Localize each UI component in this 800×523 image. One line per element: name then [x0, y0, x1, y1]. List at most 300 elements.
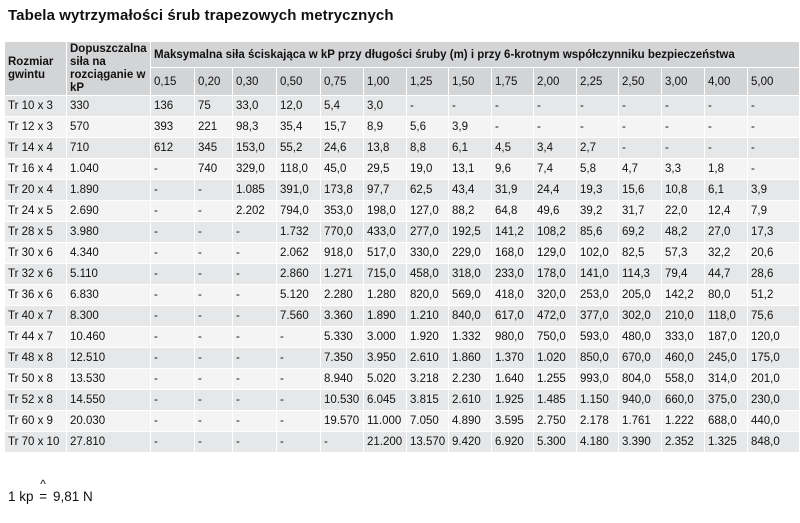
compression-value-cell: 10.530: [321, 390, 364, 411]
thread-size-cell: Tr 36 x 6: [5, 285, 67, 306]
compression-value-cell: 108,2: [534, 222, 577, 243]
allowed-tension-cell: 8.300: [67, 306, 151, 327]
thread-size-cell: Tr 40 x 7: [5, 306, 67, 327]
compression-value-cell: 6.045: [364, 390, 407, 411]
compression-value-cell: -: [195, 411, 233, 432]
compression-value-cell: 33,0: [233, 96, 277, 117]
compression-value-cell: -: [233, 222, 277, 243]
compression-value-cell: 2.750: [534, 411, 577, 432]
header-length-cell: 1,50: [449, 68, 492, 96]
header-thread-size: Rozmiar gwintu: [5, 42, 67, 96]
compression-value-cell: 1.860: [449, 348, 492, 369]
allowed-tension-cell: 20.030: [67, 411, 151, 432]
compression-value-cell: 3.950: [364, 348, 407, 369]
header-length-cell: 3,00: [662, 68, 705, 96]
compression-value-cell: -: [748, 138, 800, 159]
allowed-tension-cell: 27.810: [67, 432, 151, 453]
compression-value-cell: 314,0: [705, 369, 748, 390]
compression-value-cell: 9,6: [492, 159, 534, 180]
compression-value-cell: -: [233, 411, 277, 432]
compression-value-cell: 7,4: [534, 159, 577, 180]
compression-value-cell: 8,9: [364, 117, 407, 138]
compression-value-cell: 253,0: [577, 285, 619, 306]
compression-value-cell: 245,0: [705, 348, 748, 369]
compression-value-cell: 480,0: [619, 327, 662, 348]
compression-value-cell: 21.200: [364, 432, 407, 453]
compression-value-cell: 1.640: [492, 369, 534, 390]
header-length-cell: 1,75: [492, 68, 534, 96]
footnote-right: 9,81 N: [52, 489, 93, 504]
compression-value-cell: 8,8: [407, 138, 449, 159]
thread-size-cell: Tr 32 x 6: [5, 264, 67, 285]
compression-value-cell: 114,3: [619, 264, 662, 285]
compression-value-cell: 82,5: [619, 243, 662, 264]
hat-mark: ^: [40, 477, 46, 491]
table-row: [5, 432, 800, 453]
compression-value-cell: 715,0: [364, 264, 407, 285]
compression-value-cell: 277,0: [407, 222, 449, 243]
compression-value-cell: -: [151, 390, 195, 411]
compression-value-cell: 127,0: [407, 201, 449, 222]
compression-value-cell: 75: [195, 96, 233, 117]
allowed-tension-cell: 4.340: [67, 243, 151, 264]
compression-value-cell: 2.610: [449, 390, 492, 411]
compression-value-cell: 2.202: [233, 201, 277, 222]
compression-value-cell: -: [195, 306, 233, 327]
compression-value-cell: 850,0: [577, 348, 619, 369]
compression-value-cell: -: [277, 411, 321, 432]
compression-value-cell: 377,0: [577, 306, 619, 327]
compression-value-cell: -: [619, 117, 662, 138]
compression-value-cell: 418,0: [492, 285, 534, 306]
compression-value-cell: 3.815: [407, 390, 449, 411]
compression-value-cell: 330,0: [407, 243, 449, 264]
compression-value-cell: 6,1: [705, 180, 748, 201]
compression-value-cell: -: [233, 306, 277, 327]
compression-value-cell: 75,6: [748, 306, 800, 327]
table-row: [5, 117, 800, 138]
compression-value-cell: 118,0: [705, 306, 748, 327]
compression-value-cell: 221: [195, 117, 233, 138]
table-row: [5, 138, 800, 159]
compression-value-cell: 229,0: [449, 243, 492, 264]
compression-value-cell: 13,8: [364, 138, 407, 159]
thread-size-cell: Tr 60 x 9: [5, 411, 67, 432]
compression-value-cell: 79,4: [662, 264, 705, 285]
compression-value-cell: 1.255: [534, 369, 577, 390]
compression-value-cell: 918,0: [321, 243, 364, 264]
footnote: [8, 477, 93, 504]
table-row: [5, 222, 800, 243]
compression-value-cell: 51,2: [748, 285, 800, 306]
compression-value-cell: -: [662, 138, 705, 159]
compression-value-cell: 39,2: [577, 201, 619, 222]
compression-value-cell: 175,0: [748, 348, 800, 369]
compression-value-cell: 688,0: [705, 411, 748, 432]
compression-value-cell: 102,0: [577, 243, 619, 264]
compression-value-cell: -: [195, 348, 233, 369]
compression-value-cell: 1.325: [705, 432, 748, 453]
compression-value-cell: -: [233, 369, 277, 390]
compression-value-cell: 1.150: [577, 390, 619, 411]
compression-value-cell: 57,3: [662, 243, 705, 264]
compression-value-cell: 120,0: [748, 327, 800, 348]
compression-value-cell: 1.210: [407, 306, 449, 327]
thread-size-cell: Tr 48 x 8: [5, 348, 67, 369]
header-length-cell: 2,00: [534, 68, 577, 96]
compression-value-cell: 24,6: [321, 138, 364, 159]
compression-value-cell: -: [151, 243, 195, 264]
compression-value-cell: 29,5: [364, 159, 407, 180]
compression-value-cell: 333,0: [662, 327, 705, 348]
header-max-compression: Maksymalna siła ściskająca w kP przy długości śruby (m) i przy 6-krotnym współczynniku bezpieczeństwa: [151, 42, 800, 68]
compression-value-cell: 31,7: [619, 201, 662, 222]
allowed-tension-cell: 710: [67, 138, 151, 159]
compression-value-cell: 27,0: [705, 222, 748, 243]
compression-value-cell: -: [195, 285, 233, 306]
compression-value-cell: -: [705, 117, 748, 138]
corresponds-symbol: [39, 477, 48, 504]
compression-value-cell: 201,0: [748, 369, 800, 390]
compression-value-cell: 32,2: [705, 243, 748, 264]
compression-value-cell: -: [662, 117, 705, 138]
compression-value-cell: 9.420: [449, 432, 492, 453]
compression-value-cell: 173,8: [321, 180, 364, 201]
compression-value-cell: -: [705, 96, 748, 117]
allowed-tension-cell: 1.890: [67, 180, 151, 201]
allowed-tension-cell: 12.510: [67, 348, 151, 369]
thread-size-cell: Tr 10 x 3: [5, 96, 67, 117]
compression-value-cell: 820,0: [407, 285, 449, 306]
compression-value-cell: 3.360: [321, 306, 364, 327]
compression-value-cell: 31,9: [492, 180, 534, 201]
compression-value-cell: 1.732: [277, 222, 321, 243]
compression-value-cell: 770,0: [321, 222, 364, 243]
compression-value-cell: 17,3: [748, 222, 800, 243]
compression-value-cell: 1.020: [534, 348, 577, 369]
strength-table: [4, 41, 800, 453]
compression-value-cell: 569,0: [449, 285, 492, 306]
compression-value-cell: 142,2: [662, 285, 705, 306]
compression-value-cell: 7.350: [321, 348, 364, 369]
allowed-tension-cell: 6.830: [67, 285, 151, 306]
table-row: [5, 327, 800, 348]
compression-value-cell: 794,0: [277, 201, 321, 222]
compression-value-cell: -: [233, 264, 277, 285]
compression-value-cell: 993,0: [577, 369, 619, 390]
compression-value-cell: 2.352: [662, 432, 705, 453]
header-length-cell: 2,25: [577, 68, 619, 96]
compression-value-cell: 19,0: [407, 159, 449, 180]
compression-value-cell: -: [151, 327, 195, 348]
thread-size-cell: Tr 20 x 4: [5, 180, 67, 201]
header-length-cell: 0,15: [151, 68, 195, 96]
table-row: [5, 411, 800, 432]
compression-value-cell: -: [151, 306, 195, 327]
compression-value-cell: 19,3: [577, 180, 619, 201]
table-row: [5, 243, 800, 264]
compression-value-cell: -: [705, 138, 748, 159]
compression-value-cell: 593,0: [577, 327, 619, 348]
compression-value-cell: -: [195, 222, 233, 243]
compression-value-cell: -: [151, 222, 195, 243]
compression-value-cell: 5.120: [277, 285, 321, 306]
compression-value-cell: 55,2: [277, 138, 321, 159]
compression-value-cell: -: [277, 348, 321, 369]
compression-value-cell: 1.370: [492, 348, 534, 369]
compression-value-cell: -: [195, 180, 233, 201]
compression-value-cell: 168,0: [492, 243, 534, 264]
table-row: [5, 96, 800, 117]
compression-value-cell: 153,0: [233, 138, 277, 159]
compression-value-cell: -: [151, 159, 195, 180]
thread-size-cell: Tr 52 x 8: [5, 390, 67, 411]
compression-value-cell: 750,0: [534, 327, 577, 348]
compression-value-cell: -: [321, 432, 364, 453]
equals-sign: =: [39, 489, 48, 504]
compression-value-cell: 375,0: [705, 390, 748, 411]
compression-value-cell: -: [151, 348, 195, 369]
compression-value-cell: 141,2: [492, 222, 534, 243]
table-row: [5, 369, 800, 390]
compression-value-cell: 2.610: [407, 348, 449, 369]
compression-value-cell: 5.330: [321, 327, 364, 348]
compression-value-cell: 3,0: [364, 96, 407, 117]
page-title: Tabela wytrzymałości śrub trapezowych metrycznych: [8, 7, 394, 24]
header-length-cell: 0,20: [195, 68, 233, 96]
compression-value-cell: 11.000: [364, 411, 407, 432]
compression-value-cell: 1.761: [619, 411, 662, 432]
compression-value-cell: -: [195, 201, 233, 222]
strength-table-container: [4, 41, 800, 453]
compression-value-cell: 13,1: [449, 159, 492, 180]
allowed-tension-cell: 2.690: [67, 201, 151, 222]
compression-value-cell: 3.595: [492, 411, 534, 432]
compression-value-cell: -: [151, 285, 195, 306]
compression-value-cell: -: [577, 96, 619, 117]
compression-value-cell: 205,0: [619, 285, 662, 306]
compression-value-cell: 48,2: [662, 222, 705, 243]
compression-value-cell: 12,0: [277, 96, 321, 117]
compression-value-cell: 3,9: [449, 117, 492, 138]
header-length-cell: 2,50: [619, 68, 662, 96]
compression-value-cell: 7.560: [277, 306, 321, 327]
header-length-cell: 5,00: [748, 68, 800, 96]
compression-value-cell: -: [534, 117, 577, 138]
compression-value-cell: -: [577, 117, 619, 138]
compression-value-cell: 329,0: [233, 159, 277, 180]
table-row: [5, 306, 800, 327]
compression-value-cell: 118,0: [277, 159, 321, 180]
compression-value-cell: 460,0: [662, 348, 705, 369]
compression-value-cell: 20,6: [748, 243, 800, 264]
compression-value-cell: 8.940: [321, 369, 364, 390]
compression-value-cell: 1.271: [321, 264, 364, 285]
compression-value-cell: 19.570: [321, 411, 364, 432]
compression-value-cell: 12,4: [705, 201, 748, 222]
compression-value-cell: 980,0: [492, 327, 534, 348]
allowed-tension-cell: 1.040: [67, 159, 151, 180]
compression-value-cell: 5,8: [577, 159, 619, 180]
compression-value-cell: 1.920: [407, 327, 449, 348]
thread-size-cell: Tr 44 x 7: [5, 327, 67, 348]
thread-size-cell: Tr 50 x 8: [5, 369, 67, 390]
compression-value-cell: 230,0: [748, 390, 800, 411]
compression-value-cell: 62,5: [407, 180, 449, 201]
thread-size-cell: Tr 16 x 4: [5, 159, 67, 180]
compression-value-cell: -: [534, 96, 577, 117]
allowed-tension-cell: 5.110: [67, 264, 151, 285]
compression-value-cell: 85,6: [577, 222, 619, 243]
compression-value-cell: 804,0: [619, 369, 662, 390]
compression-value-cell: 178,0: [534, 264, 577, 285]
compression-value-cell: -: [195, 369, 233, 390]
compression-value-cell: 353,0: [321, 201, 364, 222]
compression-value-cell: 3,3: [662, 159, 705, 180]
compression-value-cell: 840,0: [449, 306, 492, 327]
compression-value-cell: 129,0: [534, 243, 577, 264]
allowed-tension-cell: 330: [67, 96, 151, 117]
compression-value-cell: -: [151, 264, 195, 285]
compression-value-cell: 5.020: [364, 369, 407, 390]
compression-value-cell: 6,1: [449, 138, 492, 159]
compression-value-cell: 1.222: [662, 411, 705, 432]
compression-value-cell: 2.860: [277, 264, 321, 285]
compression-value-cell: 440,0: [748, 411, 800, 432]
footnote-left: 1 kp: [8, 489, 34, 504]
compression-value-cell: 1.890: [364, 306, 407, 327]
compression-value-cell: 15,7: [321, 117, 364, 138]
compression-value-cell: 1.085: [233, 180, 277, 201]
thread-size-cell: Tr 28 x 5: [5, 222, 67, 243]
compression-value-cell: -: [492, 96, 534, 117]
compression-value-cell: 97,7: [364, 180, 407, 201]
compression-value-cell: -: [407, 96, 449, 117]
compression-value-cell: -: [151, 369, 195, 390]
compression-value-cell: 210,0: [662, 306, 705, 327]
compression-value-cell: 320,0: [534, 285, 577, 306]
compression-value-cell: 13.570: [407, 432, 449, 453]
compression-value-cell: -: [151, 201, 195, 222]
table-row: [5, 390, 800, 411]
compression-value-cell: 35,4: [277, 117, 321, 138]
table-row: [5, 180, 800, 201]
compression-value-cell: -: [619, 138, 662, 159]
compression-value-cell: 136: [151, 96, 195, 117]
compression-value-cell: -: [748, 159, 800, 180]
compression-value-cell: 80,0: [705, 285, 748, 306]
compression-value-cell: 4.890: [449, 411, 492, 432]
compression-value-cell: 64,8: [492, 201, 534, 222]
table-row: [5, 348, 800, 369]
compression-value-cell: 4,5: [492, 138, 534, 159]
compression-value-cell: 28,6: [748, 264, 800, 285]
compression-value-cell: 3.390: [619, 432, 662, 453]
compression-value-cell: -: [492, 117, 534, 138]
compression-value-cell: 49,6: [534, 201, 577, 222]
compression-value-cell: 1.485: [534, 390, 577, 411]
compression-value-cell: -: [277, 327, 321, 348]
compression-value-cell: 2.230: [449, 369, 492, 390]
compression-value-cell: 44,7: [705, 264, 748, 285]
compression-value-cell: 24,4: [534, 180, 577, 201]
compression-value-cell: 740: [195, 159, 233, 180]
compression-value-cell: -: [151, 180, 195, 201]
compression-value-cell: -: [195, 390, 233, 411]
compression-value-cell: 15,6: [619, 180, 662, 201]
compression-value-cell: 558,0: [662, 369, 705, 390]
compression-value-cell: 7.050: [407, 411, 449, 432]
compression-value-cell: -: [233, 285, 277, 306]
compression-value-cell: 617,0: [492, 306, 534, 327]
compression-value-cell: 517,0: [364, 243, 407, 264]
compression-value-cell: 1.332: [449, 327, 492, 348]
compression-value-cell: 2.178: [577, 411, 619, 432]
compression-value-cell: -: [662, 96, 705, 117]
compression-value-cell: 6.920: [492, 432, 534, 453]
compression-value-cell: -: [151, 432, 195, 453]
allowed-tension-cell: 3.980: [67, 222, 151, 243]
thread-size-cell: Tr 12 x 3: [5, 117, 67, 138]
compression-value-cell: 5.300: [534, 432, 577, 453]
compression-value-cell: 1.280: [364, 285, 407, 306]
compression-value-cell: 43,4: [449, 180, 492, 201]
compression-value-cell: -: [195, 432, 233, 453]
compression-value-cell: 433,0: [364, 222, 407, 243]
compression-value-cell: -: [748, 117, 800, 138]
compression-value-cell: 4.180: [577, 432, 619, 453]
compression-value-cell: 458,0: [407, 264, 449, 285]
compression-value-cell: 7,9: [748, 201, 800, 222]
header-length-cell: 1,00: [364, 68, 407, 96]
compression-value-cell: 670,0: [619, 348, 662, 369]
compression-value-cell: 4,7: [619, 159, 662, 180]
compression-value-cell: -: [277, 432, 321, 453]
compression-value-cell: -: [748, 96, 800, 117]
table-row: [5, 264, 800, 285]
compression-value-cell: 345: [195, 138, 233, 159]
table-row: [5, 159, 800, 180]
compression-value-cell: 1,8: [705, 159, 748, 180]
compression-value-cell: -: [277, 369, 321, 390]
thread-size-cell: Tr 30 x 6: [5, 243, 67, 264]
compression-value-cell: 141,0: [577, 264, 619, 285]
compression-value-cell: 472,0: [534, 306, 577, 327]
thread-size-cell: Tr 24 x 5: [5, 201, 67, 222]
compression-value-cell: 940,0: [619, 390, 662, 411]
table-header: [5, 42, 800, 96]
compression-value-cell: 3,4: [534, 138, 577, 159]
table-row: [5, 201, 800, 222]
allowed-tension-cell: 14.550: [67, 390, 151, 411]
thread-size-cell: Tr 70 x 10: [5, 432, 67, 453]
compression-value-cell: 192,5: [449, 222, 492, 243]
compression-value-cell: 5,4: [321, 96, 364, 117]
compression-value-cell: 88,2: [449, 201, 492, 222]
header-length-cell: 0,50: [277, 68, 321, 96]
compression-value-cell: 69,2: [619, 222, 662, 243]
allowed-tension-cell: 570: [67, 117, 151, 138]
compression-value-cell: -: [233, 243, 277, 264]
compression-value-cell: -: [195, 327, 233, 348]
allowed-tension-cell: 10.460: [67, 327, 151, 348]
compression-value-cell: 198,0: [364, 201, 407, 222]
compression-value-cell: -: [233, 348, 277, 369]
compression-value-cell: 1.925: [492, 390, 534, 411]
compression-value-cell: 848,0: [748, 432, 800, 453]
compression-value-cell: 2.062: [277, 243, 321, 264]
compression-value-cell: 10,8: [662, 180, 705, 201]
